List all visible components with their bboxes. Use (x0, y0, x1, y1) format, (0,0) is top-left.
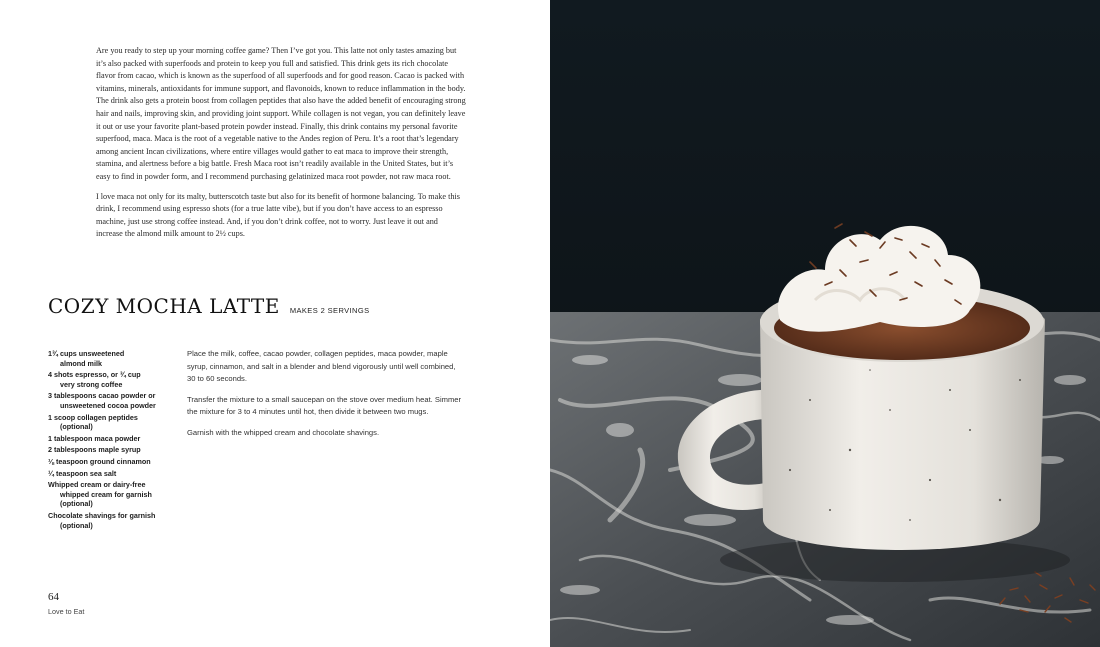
ingredient-item: ¼ teaspoon sea salt (48, 468, 117, 478)
page-number: 64 (48, 591, 59, 603)
recipe-header (48, 294, 369, 318)
intro-paragraph-1: Are you ready to step up your morning coffee game? Then I’ve got you. This latte not only tastes amazing but it’s also packed with superfoods and protein to keep you full and satisfied. This drink gets its rich chocolate flavor from cacao, which is known as the superfood of all superfoods and for good reason. Cacao is packed with vitamins, minerals, antioxidants for immune support, and flavonoids, known to reduce inflammation in the body. The drink also gets a protein boost from collagen peptides that also have the added benefit of encouraging strong hair and nails, improving skin, and providing joint support. While collagen is not vegan, you can definitely leave it out or use your favorite plant-based protein powder instead. Finally, this drink contains my personal favorite superfood, maca. Maca is the root of a vegetable native to the Andes region of Peru. It’s a root that’s legendary among ancient Incan civilizations, where entire villages would gather to eat maca to improve their strength, stamina, and alertness before a big battle. Fresh Maca root isn’t readily available in the United States, but it’s easy to find in powder form, and I recommend purchasing gelatinized maca root powder, not raw maca root. (96, 46, 466, 181)
ingredient-item: ⅛ teaspoon ground cinnamon (48, 456, 151, 466)
ingredient-item: Whipped cream or dairy-free whipped cream for garnish (optional) (48, 480, 152, 509)
method-steps (187, 348, 462, 448)
ingredient-item: 1 tablespoon maca powder (48, 433, 141, 443)
latte-photo-illustration (550, 0, 1100, 647)
latte-photo (550, 0, 1100, 647)
ingredient-item: Chocolate shavings for garnish (optional) (48, 510, 156, 530)
ingredient-item: 2 tablespoons maple syrup (48, 445, 141, 455)
ingredient-item: 1¾ cups unsweetened almond milk (48, 349, 125, 368)
ingredient-item: 3 tablespoons cacao powder or unsweetened cocoa powder (48, 391, 156, 410)
ingredient-list (48, 349, 178, 532)
recipe-title: COZY MOCHA LATTE (48, 294, 280, 318)
ingredient-item: 1 scoop collagen peptides (optional) (48, 412, 138, 432)
method-step-1: Place the milk, coffee, cacao powder, collagen peptides, maca powder, maple syrup, cinnamon, and salt in a blender and blend vigorously until well combined, 30 to 60 seconds. (187, 349, 456, 384)
ingredient-item: 4 shots espresso, or ¾ cup very strong coffee (48, 370, 141, 389)
intro-text (96, 45, 466, 248)
recipe-servings: MAKES 2 SERVINGS (289, 306, 370, 315)
method-step-3: Garnish with the whipped cream and chocolate shavings. (187, 427, 380, 437)
intro-paragraph-2: I love maca not only for its malty, butterscotch taste but also for its benefit of hormone balancing. To make this drink, I recommend using espresso shots (for a true latte vibe), but if you don’t have access to an espresso machine, just use strong coffee instead. And, if you don’t drink coffee, not to worry. Just leave it out and increase the almond milk amount to 2½ cups. (96, 191, 460, 239)
method-step-2: Transfer the mixture to a small saucepan on the stove over medium heat. Simmer the mixture for 3 to 4 minutes until hot, then divide it between two mugs. (187, 394, 462, 417)
book-title: Love to Eat (48, 607, 85, 616)
